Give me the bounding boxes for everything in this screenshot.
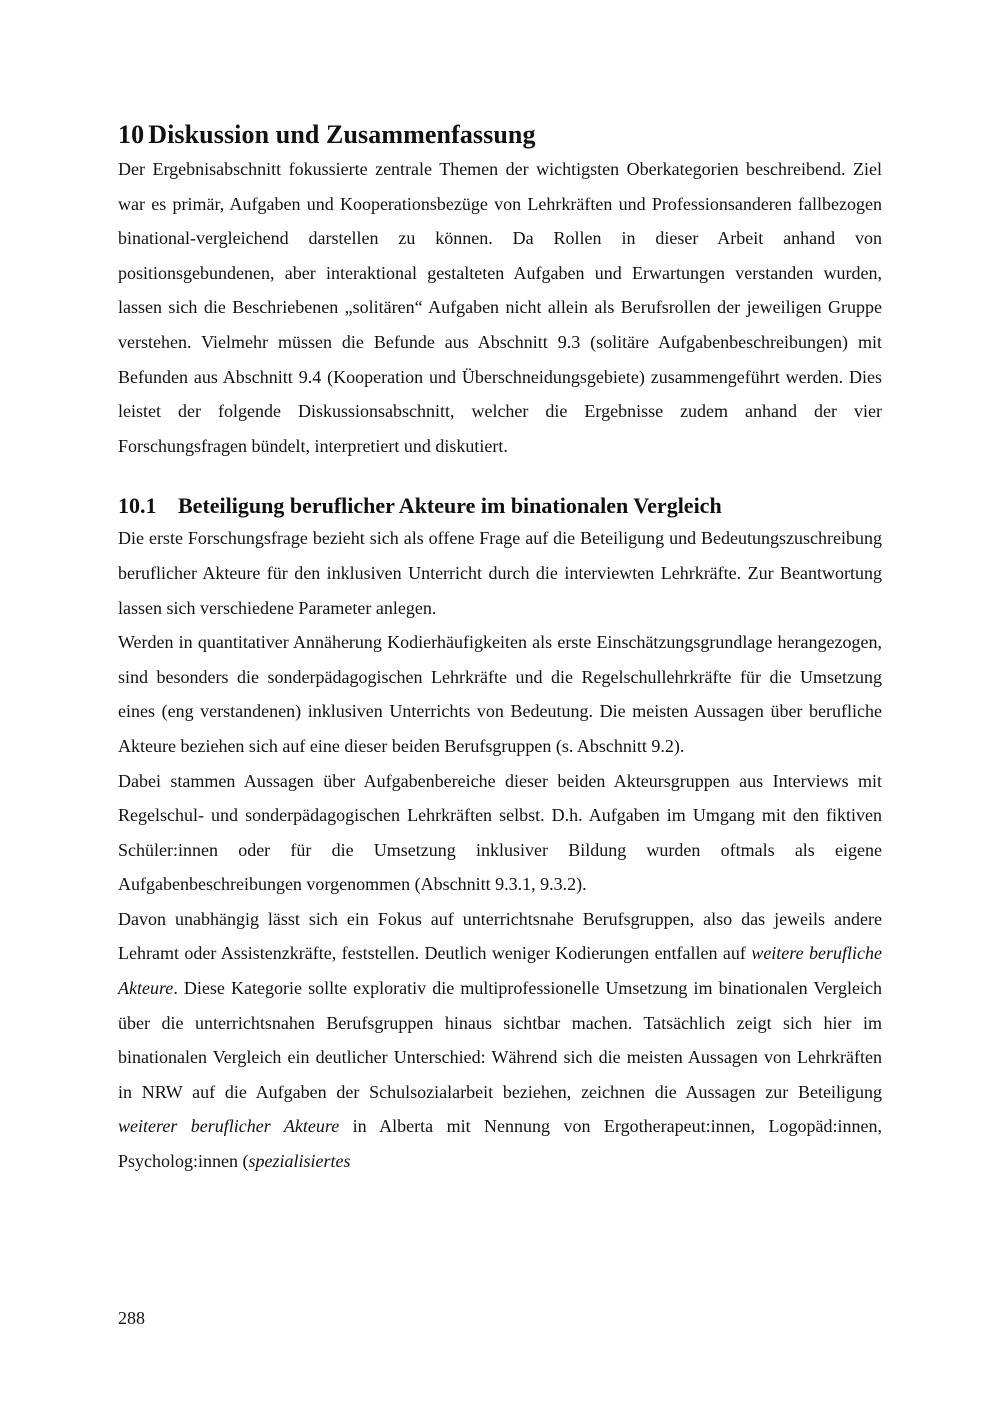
- chapter-intro-paragraph: Der Ergebnisabschnitt fokussierte zentrale Themen der wichtigsten Oberkategorien beschreibend. Ziel war es primär, Aufgaben und Kooperationsbezüge von Lehrkräften und Professionsanderen fallbezogen binational-vergleichend darstellen zu können. Da Rollen in dieser Arbeit anhand von positionsgebundenen, aber interaktional gestalteten Aufgaben und Erwartungen verstanden wurden, lassen sich die Beschriebenen „solitären“ Aufgaben nicht allein als Berufsrollen der jeweiligen Gruppe verstehen. Vielmehr müssen die Befunde aus Abschnitt 9.3 (solitäre Aufgabenbeschreibungen) mit Befunden aus Abschnitt 9.4 (Kooperation und Überschneidungsgebiete) zusammengeführt werden. Dies leistet der folgende Diskussionsabschnitt, welcher die Ergebnisse zudem anhand der vier Forschungsfragen bündelt, interpretiert und diskutiert.: [118, 159, 882, 456]
- section-paragraph-4: [118, 902, 882, 1179]
- section-title: Beteiligung beruflicher Akteure im binationalen Vergleich: [178, 493, 722, 519]
- emphasis-text: spezialisiertes: [248, 1151, 351, 1172]
- chapter-title: Diskussion und Zusammenfassung: [148, 120, 536, 149]
- chapter-heading: [118, 118, 882, 152]
- section-number: 10.1: [118, 493, 157, 519]
- paragraph-text: . Diese Kategorie sollte explorativ die multiprofessionelle Umsetzung im binationalen Vergleich über die unterrichtsnahen Berufsgruppen hinaus sichtbar machen. Tatsächlich zeigt sich hier im binationalen Vergleich ein deutlicher Unterschied: Während sich die meisten Aussagen von Lehrkräften in NRW auf die Aufgaben der Schulsozialarbeit beziehen, zeichnen die Aussagen zur Beteiligung: [118, 978, 882, 1102]
- section-paragraph-2: Werden in quantitativer Annäherung Kodierhäufigkeiten als erste Einschätzungsgrundlage herangezogen, sind besonders die sonderpädagogischen Lehrkräfte und die Regelschullehrkräfte für die Umsetzung eines (eng verstandenen) inklusiven Unterrichts von Bedeutung. Die meisten Aussagen über berufliche Akteure beziehen sich auf eine dieser beiden Berufsgruppen (s. Abschnitt 9.2).: [118, 632, 882, 756]
- paragraph-text: in Alberta mit Nennung von Ergotherapeut:innen, Logopäd:innen, Psycholog:innen (: [118, 1116, 882, 1172]
- paragraph-text: Davon unabhängig lässt sich ein Fokus auf unterrichtsnahe Berufsgruppen, also das jeweils andere Lehramt oder Assistenzkräfte, feststellen. Deutlich weniger Kodierungen entfallen auf: [118, 908, 882, 964]
- section-paragraph-3: Dabei stammen Aussagen über Aufgabenbereiche dieser beiden Akteursgruppen aus Interviews mit Regelschul- und sonderpädagogischen Lehrkräften selbst. D.h. Aufgaben im Umgang mit den fiktiven Schüler:innen oder für die Umsetzung inklusiver Bildung wurden oftmals als eigene Aufgabenbeschreibungen vorgenommen (Abschnitt 9.3.1, 9.3.2).: [118, 770, 882, 895]
- page-number: 288: [118, 1308, 145, 1328]
- chapter-number: 10: [118, 120, 145, 149]
- section-paragraph-1: Die erste Forschungsfrage bezieht sich als offene Frage auf die Beteiligung und Bedeutungszuschreibung beruflicher Akteure für den inklusiven Unterricht durch die interviewten Lehrkräfte. Zur Beantwortung lassen sich verschiedene Parameter anlegen.: [118, 528, 882, 618]
- section-heading: [118, 491, 882, 521]
- emphasis-text: weitere berufliche Akteure: [118, 943, 882, 999]
- emphasis-text: weiterer beruflicher Akteure: [118, 1116, 340, 1137]
- page-content: [118, 118, 882, 1179]
